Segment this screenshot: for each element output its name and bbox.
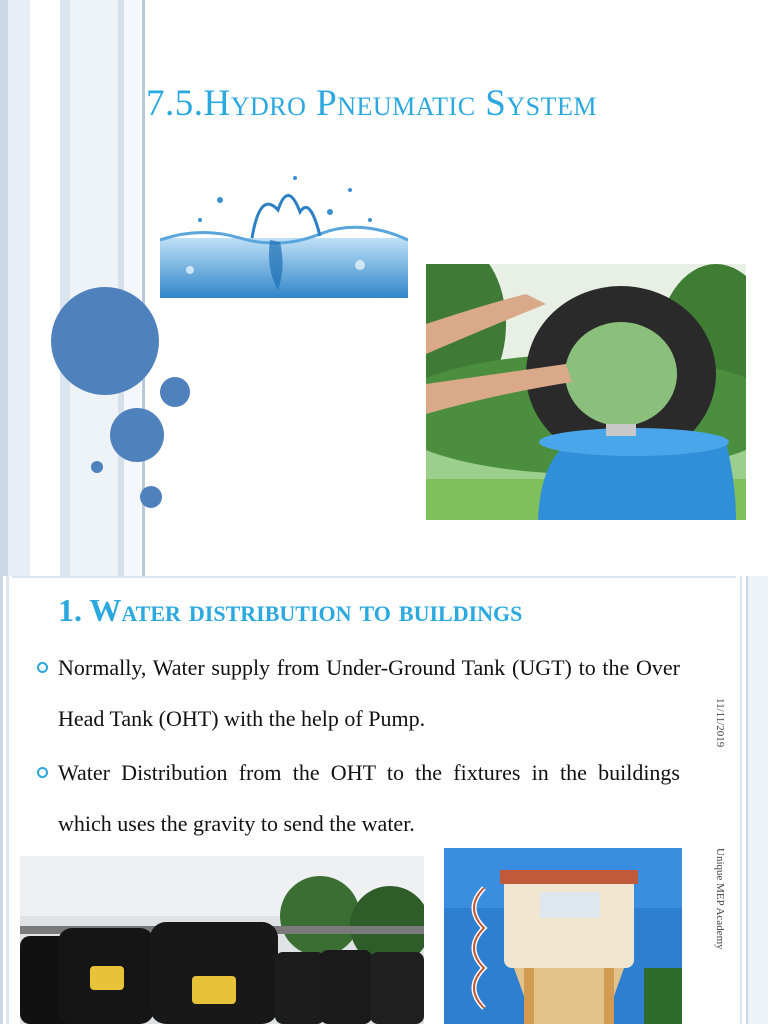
decor-circle-tiny [91,461,103,473]
slide-footer: Unique MEP Academy [714,848,726,950]
decor-band [30,0,60,576]
bullet-icon [37,662,48,673]
bullet-list [34,642,680,849]
slide-date: 11/11/2019 [714,698,726,748]
bullet-item [34,642,680,744]
decor-band [124,0,140,576]
decor-band [8,0,30,576]
decor-lines [0,576,12,1024]
decor-band [60,0,70,576]
slide-title: 7.5.Hydro Pneumatic System [146,83,597,124]
decor-line [12,576,736,578]
overhead-tank-image [444,848,682,1024]
decor-circle-small [140,486,162,508]
water-tanks-image [20,856,424,1024]
decor-band [0,0,8,576]
bullet-icon [37,767,48,778]
bullet-text: Normally, Water supply from Under-Ground Tank (UGT) to the Over Head Tank (OHT) with the help of Pump. [58,655,680,731]
slide-title: 1. Water distribution to buildings [58,592,523,628]
pressure-tank-image [426,264,746,520]
bullet-text: Water Distribution from the OHT to the fixtures in the buildings which uses the gravity to send the water. [58,760,680,836]
bullet-item [34,747,680,849]
water-splash-image [160,160,408,298]
decor-circle-medium [110,408,164,462]
slide-water-distribution [0,576,768,1024]
decor-circle-small [160,377,190,407]
decor-circle-large [51,287,159,395]
decor-lines [736,576,768,1024]
